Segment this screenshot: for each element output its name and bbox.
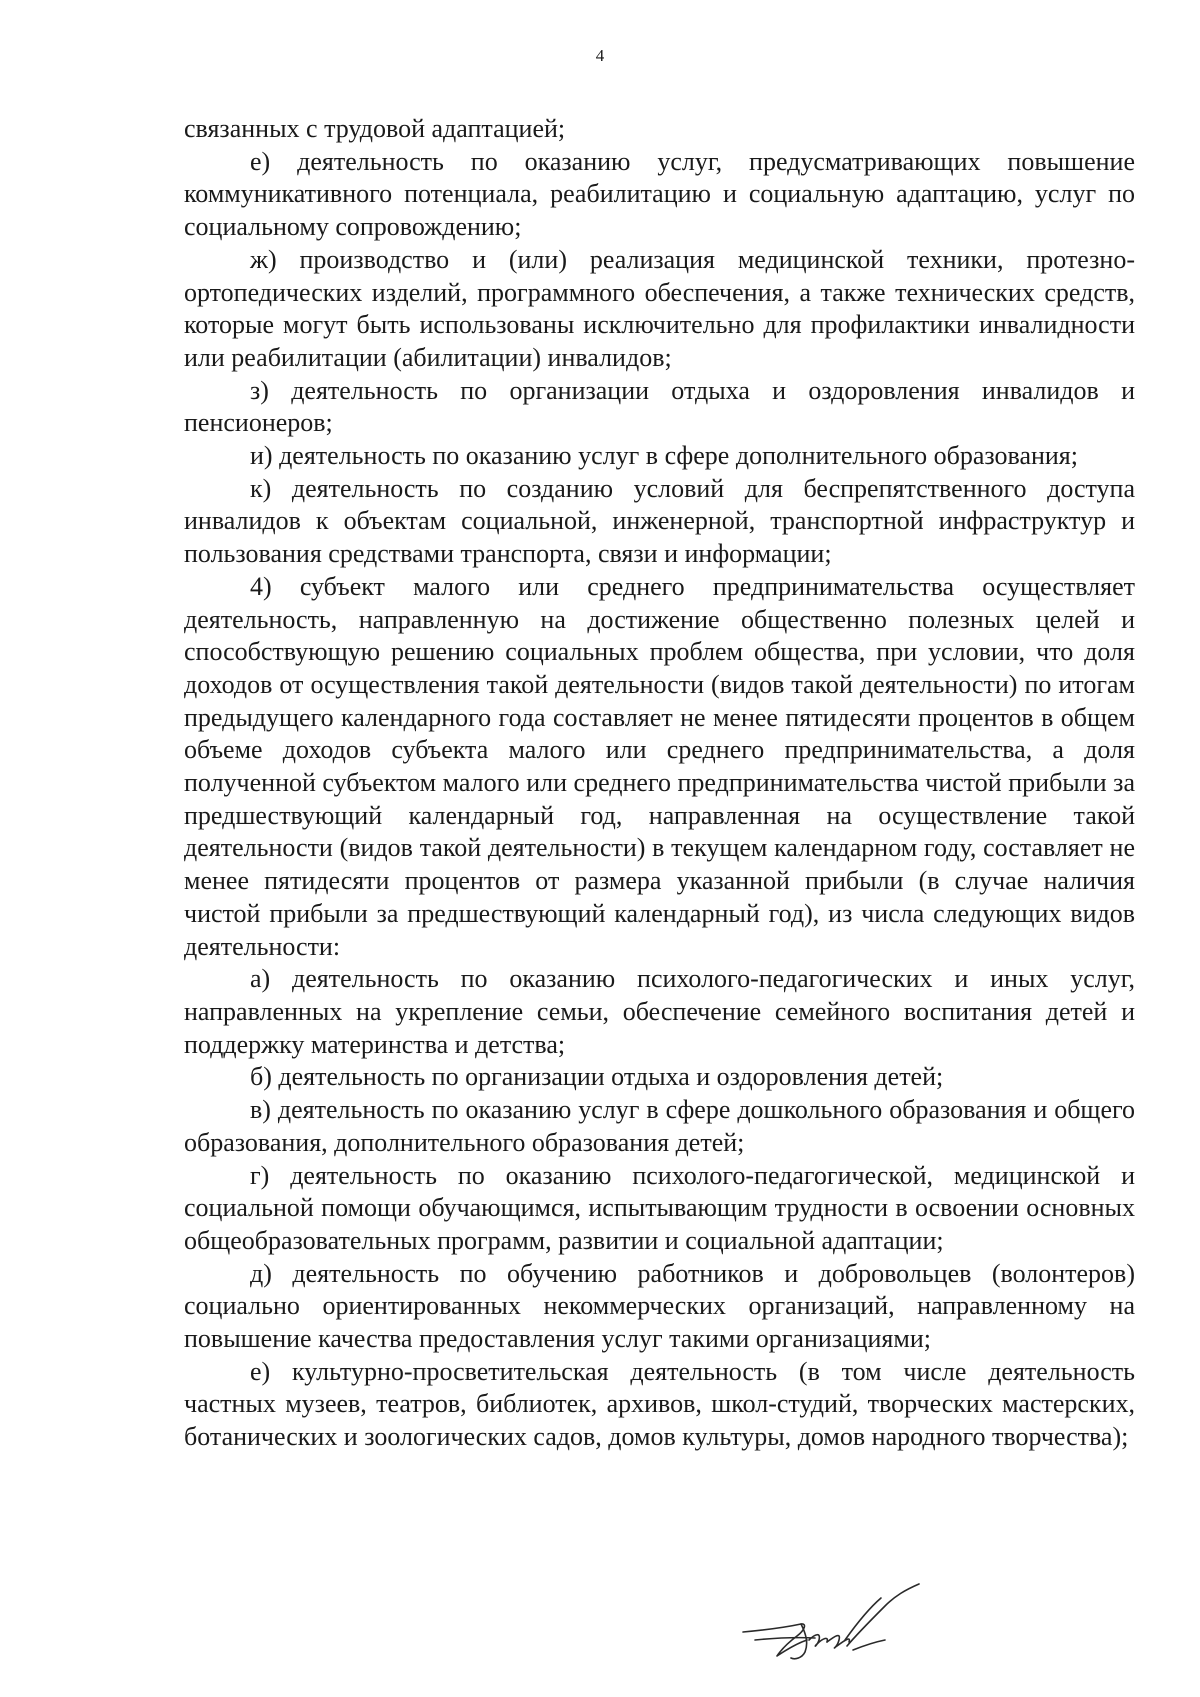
paragraph: в) деятельность по оказанию услуг в сфере дошкольного образования и общего образования, дополнительного образования детей; (184, 1095, 1135, 1157)
paragraph: з) деятельность по организации отдыха и оздоровления инвалидов и пенсионеров; (184, 375, 1135, 438)
page-number: 4 (595, 46, 605, 65)
paragraph: 4) субъект малого или среднего предпринимательства осуществляет деятельность, направленную на достижение общественно полезных целей и способствующую решению социальных проблем общества, при условии, что доля доходов от осуществления такой деятельности (видов такой деятельности) по итогам предыдущего календарного года составляет не менее пятидесяти процентов в общем объеме доходов субъекта малого или среднего предпринимательства, а доля полученной субъектом малого или среднего предпринимательства чистой прибыли за предшествующий календарный год, направленная на осуществление такой деятельности (видов такой деятельности) в текущем календарном году, составляет не менее пятидесяти процентов от размера указанной прибыли (в случае наличия чистой прибыли за предшествующий календарный год), из числа следующих видов деятельности: (184, 571, 1135, 961)
paragraph: е) культурно-просветительская деятельность (в том числе деятельность частных музеев, театров, библиотек, архивов, школ-студий, творческих мастерских, ботанических и зоологических садов, домов культуры, домов народного творчества); (184, 1356, 1135, 1452)
paragraph: к) деятельность по созданию условий для беспрепятственного доступа инвалидов к объектам социальной, инженерной, транспортной инфраструктур и пользования средствами транспорта, связи и информации; (184, 473, 1135, 569)
paragraph: б) деятельность по организации отдыха и оздоровления детей; (250, 1062, 944, 1092)
paragraph: ж) производство и (или) реализация медицинской техники, протезно-ортопедических изделий, программного обеспечения, а также технических средств, которые могут быть использованы исключительно для профилактики инвалидности или реабилитации (абилитации) инвалидов; (184, 244, 1135, 372)
paragraph: а) деятельность по оказанию психолого-педагогических и иных услуг, направленных на укрепление семьи, обеспечение семейного воспитания детей и поддержку материнства и детства; (184, 964, 1135, 1059)
paragraph: связанных с трудовой адаптацией; (184, 114, 566, 143)
document-body (184, 113, 1135, 1454)
paragraph: е) деятельность по оказанию услуг, предусматривающих повышение коммуникативного потенциала, реабилитацию и социальную адаптацию, услуг по социальному сопровождению; (184, 146, 1135, 242)
paragraph: и) деятельность по оказанию услуг в сфере дополнительного образования; (250, 441, 1078, 471)
paragraph: д) деятельность по обучению работников и добровольцев (волонтеров) социально ориентированных некоммерческих организаций, направленному на повышение качества предоставления услуг такими организациями; (184, 1258, 1135, 1354)
paragraph: г) деятельность по оказанию психолого-педагогической, медицинской и социальной помощи обучающимся, испытывающим трудности в освоении основных общеобразовательных программ, развитии и социальной адаптации; (184, 1160, 1135, 1255)
handwritten-signature (735, 1580, 925, 1675)
